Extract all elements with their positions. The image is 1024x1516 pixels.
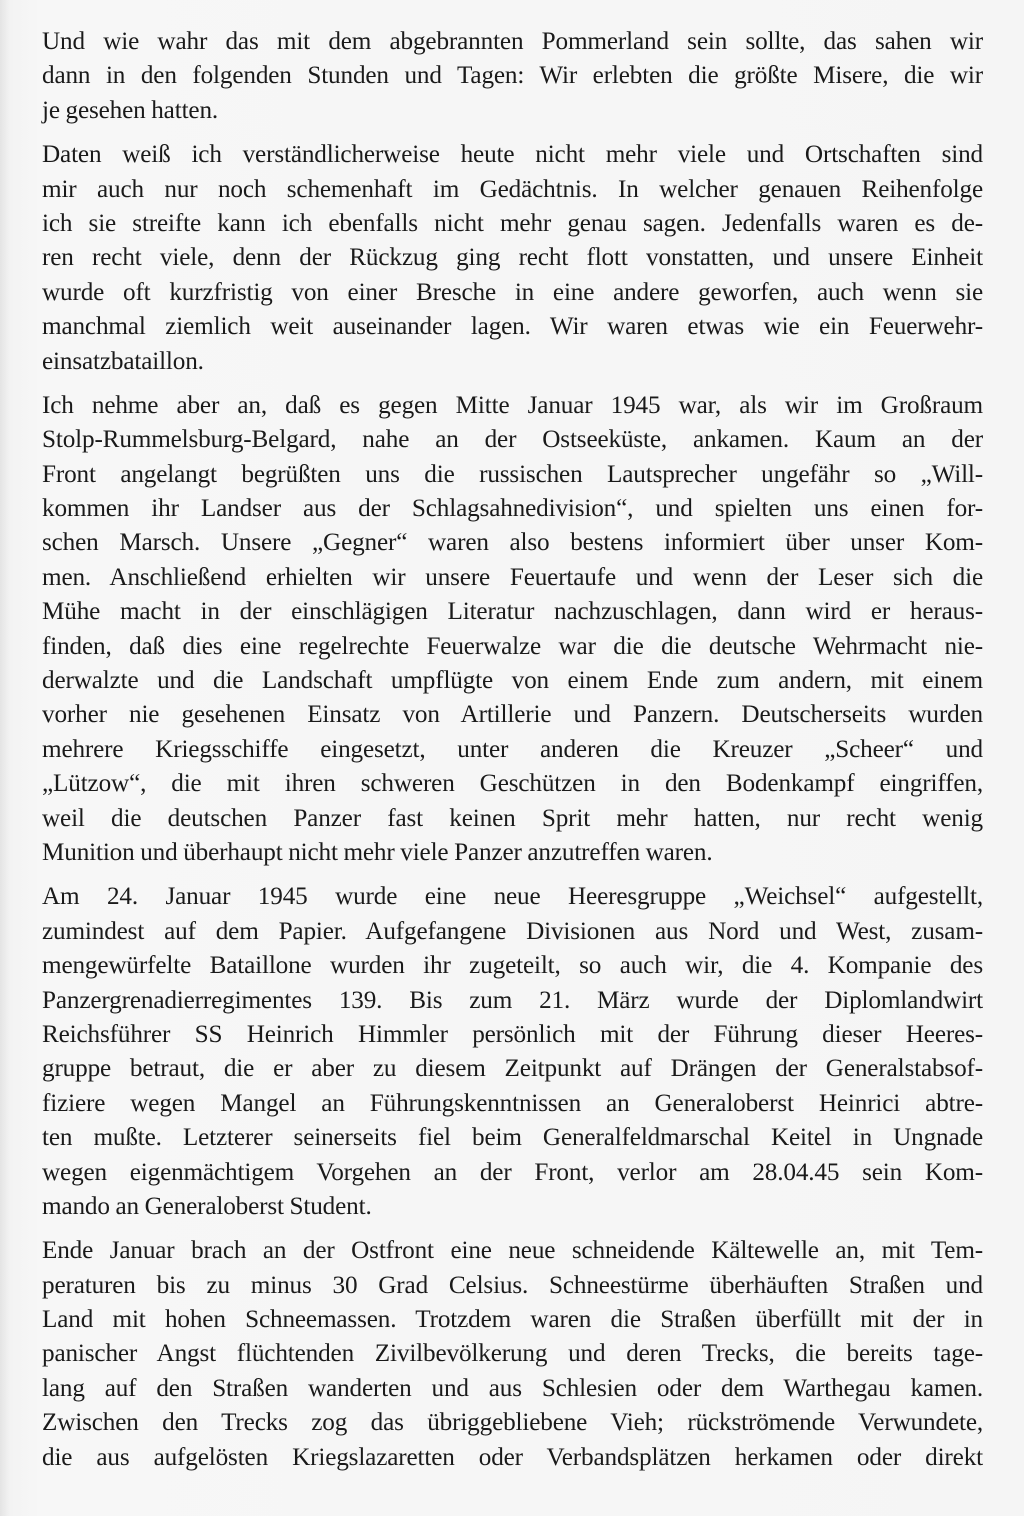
text-line: einsatzbataillon.: [42, 347, 204, 375]
paragraph-4: [42, 880, 983, 1224]
text-line: men. Anschließend erhielten wir unsere Feuertaufe und wenn der Leser sich die: [42, 563, 983, 591]
text-line: vorher nie gesehenen Einsatz von Artillerie und Panzern. Deutscherseits wurden: [42, 701, 983, 729]
text-line: je gesehen hatten.: [42, 96, 219, 124]
text-line: ich sie streifte kann ich ebenfalls nicht mehr genau sagen. Jedenfalls waren es de-: [42, 209, 983, 237]
text-line: Daten weiß ich verständlicherweise heute nicht mehr viele und Ortschaften sind: [42, 141, 983, 169]
text-line: fiziere wegen Mangel an Führungskenntnissen an Generaloberst Heinrici abtre-: [42, 1089, 983, 1117]
text-line: schen Marsch. Unsere „Gegner“ waren also bestens informiert über unser Kom-: [42, 529, 983, 557]
text-line: Stolp-Rummelsburg-Belgard, nahe an der Ostseeküste, ankamen. Kaum an der: [42, 426, 983, 454]
text-line: ren recht viele, denn der Rückzug ging recht flott vonstatten, und unsere Einheit: [42, 244, 983, 272]
text-line: die aus aufgelösten Kriegslazaretten oder Verbandsplätzen herkamen oder direkt: [42, 1443, 983, 1471]
text-line: Ende Januar brach an der Ostfront eine neue schneidende Kältewelle an, mit Tem-: [42, 1237, 983, 1265]
text-line: mengewürfelte Bataillone wurden ihr zugeteilt, so auch wir, die 4. Kompanie des: [42, 952, 983, 980]
paragraph-3: [42, 389, 983, 870]
text-line: mir auch nur noch schemenhaft im Gedächtnis. In welcher genauen Reihenfolge: [42, 175, 983, 203]
text-line: Munition und überhaupt nicht mehr viele Panzer anzutreffen waren.: [42, 838, 713, 866]
text-line: wegen eigenmächtigem Vorgehen an der Front, verlor am 28.04.45 sein Kom-: [42, 1158, 983, 1186]
text-line: mando an Generaloberst Student.: [42, 1192, 372, 1220]
text-line: wurde oft kurzfristig von einer Bresche in eine andere geworfen, auch wenn sie: [42, 278, 983, 306]
text-line: zumindest auf dem Papier. Aufgefangene Divisionen aus Nord und West, zusam-: [42, 917, 983, 945]
text-line: Mühe macht in der einschlägigen Literatur nachzuschlagen, dann wird er heraus-: [42, 598, 983, 626]
paragraph-5: [42, 1234, 983, 1475]
text-line: mehrere Kriegsschiffe eingesetzt, unter anderen die Kreuzer „Scheer“ und: [42, 735, 983, 763]
text-line: Am 24. Januar 1945 wurde eine neue Heeresgruppe „Weichsel“ aufgestellt,: [42, 883, 983, 911]
text-line: peraturen bis zu minus 30 Grad Celsius. Schneestürme überhäuften Straßen und: [42, 1271, 983, 1299]
text-line: gruppe betraut, die er aber zu diesem Zeitpunkt auf Drängen der Generalstabsof-: [42, 1055, 983, 1083]
text-line: derwalzte und die Landschaft umpflügte von einem Ende zum andern, mit einem: [42, 667, 983, 695]
text-line: finden, daß dies eine regelrechte Feuerwalze war die die deutsche Wehrmacht nie-: [42, 632, 983, 660]
text-line: kommen ihr Landser aus der Schlagsahnedivision“, und spielten uns einen for-: [42, 495, 983, 523]
text-line: manchmal ziemlich weit auseinander lagen. Wir waren etwas wie ein Feuerwehr-: [42, 313, 983, 341]
paragraph-2: [42, 138, 983, 379]
text-line: „Lützow“, die mit ihren schweren Geschützen in den Bodenkampf eingriffen,: [42, 770, 983, 798]
text-line: Land mit hohen Schneemassen. Trotzdem waren die Straßen überfüllt mit der in: [42, 1306, 983, 1334]
text-line: Zwischen den Trecks zog das übriggebliebene Vieh; rückströmende Verwundete,: [42, 1409, 983, 1437]
text-line: dann in den folgenden Stunden und Tagen: Wir erlebten die größte Misere, die wir: [42, 62, 983, 90]
text-line: ten mußte. Letzterer seinerseits fiel beim Generalfeldmarschal Keitel in Ungnade: [42, 1124, 983, 1152]
paragraph-1: [42, 25, 983, 128]
text-line: Und wie wahr das mit dem abgebrannten Pommerland sein sollte, das sahen wir: [42, 28, 983, 55]
text-line: panischer Angst flüchtenden Zivilbevölkerung und deren Trecks, die bereits tage-: [42, 1340, 983, 1368]
text-line: lang auf den Straßen wanderten und aus Schlesien oder dem Warthegau kamen.: [42, 1374, 983, 1402]
text-line: Reichsführer SS Heinrich Himmler persönlich mit der Führung dieser Heeres-: [42, 1020, 983, 1048]
text-line: weil die deutschen Panzer fast keinen Sprit mehr hatten, nur recht wenig: [42, 804, 983, 832]
text-line: Front angelangt begrüßten uns die russischen Lautsprecher ungefähr so „Will-: [42, 460, 983, 488]
page-body-text: [42, 25, 983, 1485]
text-line: Ich nehme aber an, daß es gegen Mitte Januar 1945 war, als wir im Großraum: [42, 391, 983, 419]
text-line: Panzergrenadierregimentes 139. Bis zum 21. März wurde der Diplomlandwirt: [42, 986, 983, 1014]
